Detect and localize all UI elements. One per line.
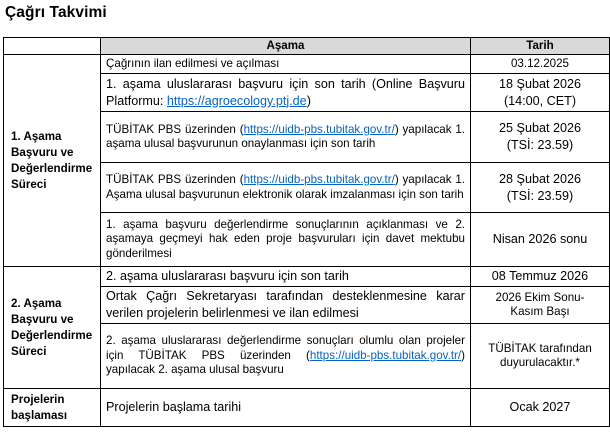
row-desc: Çağrının ilan edilmesi ve açılması (101, 55, 471, 74)
date-line: TÜBİTAK tarafından (488, 341, 592, 355)
table-header-row (4, 38, 610, 55)
row-date: Nisan 2026 sonu (471, 213, 610, 267)
date-line: Kasım Başı (510, 305, 570, 318)
row-desc: 2. aşama uluslararası başvuru için son tarih (101, 267, 471, 287)
row-desc: 1. aşama başvuru değerlendirme sonuçlarının açıklanması ve 2. aşamaya geçmeyi hak eden proje başvuruları için davet mektubu gönderilmesi (101, 213, 471, 267)
date-line: (TSİ: 23.59) (506, 138, 574, 152)
row-date: 03.12.2025 (471, 55, 610, 74)
date-line: 2026 Ekim Sonu- (495, 290, 585, 304)
phase-1-label: 1. Aşama Başvuru ve Değerlendirme Süreci (4, 55, 101, 267)
desc-text: ) yapılacak 2. aşama ulusal başvuru (106, 348, 465, 377)
row-date (471, 112, 610, 163)
desc-text: ) (306, 93, 311, 108)
desc-text: 1. aşama uluslararası başvuru için son tarih (Online Başvuru Platformu: (106, 76, 465, 108)
header-stage: Aşama (101, 38, 471, 55)
online-platform-link[interactable]: https://agroecology.ptj.de (166, 93, 307, 108)
pbs-link[interactable]: https://uidb-pbs.tubitak.gov.tr/ (243, 122, 395, 136)
date-line: 25 Şubat 2026 (499, 121, 581, 135)
page-title: Çağrı Takvimi (5, 4, 107, 21)
table-row (4, 55, 610, 74)
row-desc: Projelerin başlama tarihi (101, 389, 471, 427)
table-row (4, 267, 610, 287)
row-date: Ocak 2027 (471, 389, 610, 427)
date-line: duyurulacaktır.* (500, 356, 580, 369)
phase-3-label: Projelerin başlaması (4, 389, 101, 427)
phase-2-label: 2. Aşama Başvuru ve Değerlendirme Süreci (4, 267, 101, 389)
row-date: 08 Temmuz 2026 (471, 267, 610, 287)
header-date: Tarih (471, 38, 610, 55)
desc-text: ) yapılacak 1. Aşama ulusal başvurunun elektronik olarak imzalanması için son tarih (106, 173, 465, 201)
pbs-link[interactable]: https://uidb-pbs.tubitak.gov.tr/ (243, 173, 395, 186)
date-line: 18 Şubat 2026 (499, 76, 581, 91)
header-blank (4, 38, 101, 55)
row-date (471, 163, 610, 213)
call-schedule-table (3, 37, 610, 427)
desc-text: ) yapılacak 1. aşama ulusal başvurunun onaylanması için son tarih (106, 122, 465, 150)
row-date (471, 74, 610, 112)
row-desc (101, 74, 471, 112)
row-desc (101, 163, 471, 213)
row-desc (101, 112, 471, 163)
desc-text: 2. aşama uluslararası değerlendirme sonuçları olumlu olan projeler için TÜBİTAK PBS üzerinden ( (106, 334, 465, 362)
row-date (471, 324, 610, 389)
desc-text: TÜBİTAK PBS üzerinden ( (106, 173, 244, 186)
table-row (4, 389, 610, 427)
row-date (471, 287, 610, 324)
desc-text: TÜBİTAK PBS üzerinden ( (106, 122, 244, 136)
date-line: 28 Şubat 2026 (499, 171, 581, 186)
date-line: (TSİ: 23.59) (506, 188, 574, 203)
row-desc (101, 324, 471, 389)
row-desc: Ortak Çağrı Sekretaryası tarafından desteklenmesine karar verilen projelerin belirlenmesi ve ilan edilmesi (101, 287, 471, 324)
date-line: (14:00, CET) (503, 93, 577, 108)
pbs-link[interactable]: https://uidb-pbs.tubitak.gov.tr/ (309, 348, 462, 362)
